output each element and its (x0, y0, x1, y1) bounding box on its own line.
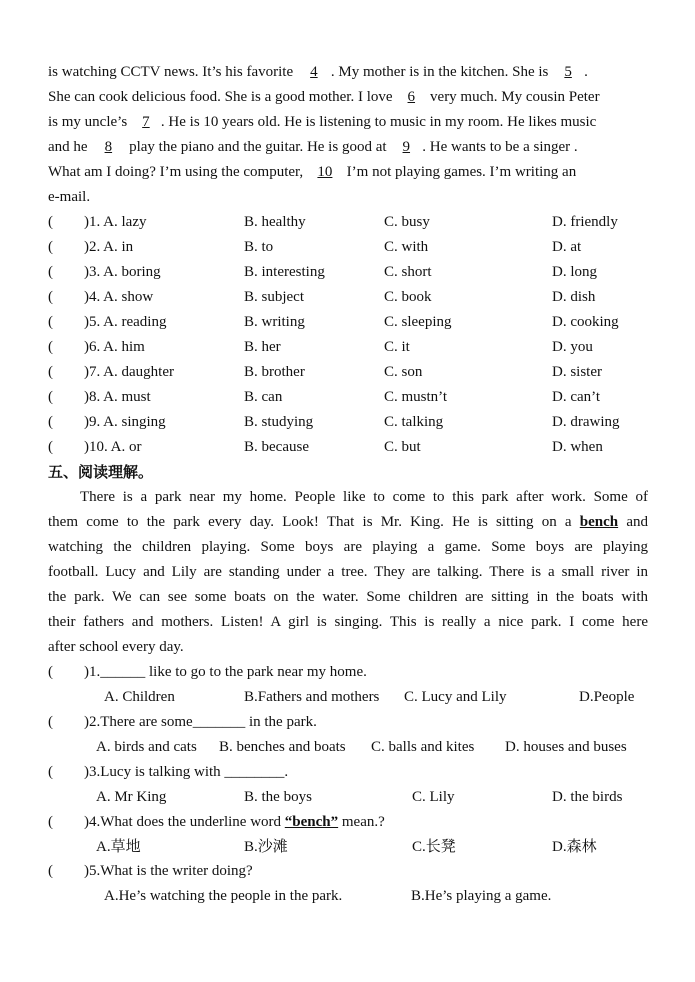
option-a: )6. A. him (84, 339, 145, 355)
option-c: C. son (384, 364, 423, 380)
cloze-question-row (48, 385, 648, 410)
option-d: D. houses and buses (505, 739, 627, 755)
option-c: C. with (384, 239, 429, 255)
reading-options-3 (48, 785, 648, 810)
option-d: D. the birds (552, 789, 623, 805)
option-a: )2. A. in (84, 239, 134, 255)
option-c: C. it (384, 339, 410, 355)
answer-paren: ( (48, 764, 53, 780)
option-a: )5. A. reading (84, 314, 167, 330)
option-b: B. subject (244, 289, 304, 305)
reading-options-5 (48, 884, 648, 909)
cloze-text: is watching CCTV news. It’s his favorite (48, 64, 297, 80)
cloze-text: very much. My cousin Peter (426, 89, 600, 105)
cloze-text: What am I doing? I’m using the computer, (48, 164, 307, 180)
reading-line-7: after school every day. (48, 639, 184, 655)
reading-question-3 (48, 760, 648, 785)
reading-line-6: their fathers and mothers. Listen! A girl is singing. This is really a nice park. I come here (48, 614, 648, 630)
cloze-question-row (48, 335, 648, 360)
cloze-text: . My mother is in the kitchen. She is (330, 64, 553, 80)
option-a: )9. A. singing (84, 414, 166, 430)
cloze-text: is my uncle’s (48, 114, 131, 130)
option-b: B.He’s playing a game. (411, 888, 552, 904)
option-a: A.He’s watching the people in the park. (104, 888, 343, 904)
cloze-blank-4: 4 (310, 64, 318, 80)
answer-paren: ( (48, 364, 53, 380)
answer-paren: ( (48, 239, 53, 255)
cloze-blank-8: 8 (104, 139, 113, 155)
option-d: D.森林 (552, 839, 597, 855)
question-text: )4.What does the underline word (84, 814, 285, 830)
option-d: D. can’t (552, 389, 601, 405)
answer-paren: ( (48, 664, 53, 680)
option-a: A. Children (104, 689, 175, 705)
answer-paren: ( (48, 439, 53, 455)
reading-line-3: watching the children playing. Some boys are playing a game. Some boys are playing (48, 539, 648, 555)
reading-question-1 (48, 660, 648, 685)
reading-question-4 (48, 810, 648, 835)
cloze-text: I’m not playing games. I’m writing an (342, 164, 577, 180)
option-b: B. writing (244, 314, 305, 330)
question-text: . (284, 764, 289, 780)
option-c: C. book (384, 289, 432, 305)
question-text: )5.What is the writer doing? (84, 863, 253, 879)
cloze-question-row (48, 310, 648, 335)
reading-line-2 (48, 510, 648, 535)
reading-question-5 (48, 859, 648, 884)
question-text: )2.There are some (84, 714, 193, 730)
option-c: C. busy (384, 214, 430, 230)
reading-line-1: There is a park near my home. People like to come to this park after work. Some of (80, 489, 648, 505)
answer-paren: ( (48, 414, 53, 430)
cloze-line-5 (48, 160, 648, 185)
cloze-text: and he (48, 139, 92, 155)
reading-options-2 (48, 735, 648, 760)
answer-blank: ________ (224, 764, 285, 780)
reading-text: them come to the park every day. Look! That is Mr. King. He is sitting on a (48, 514, 572, 530)
option-c: C. short (384, 264, 432, 280)
cloze-question-row (48, 260, 648, 285)
option-b: B. benches and boats (219, 739, 346, 755)
question-text: in the park. (245, 714, 317, 730)
option-d: D. friendly (552, 214, 618, 230)
answer-blank: _______ (192, 714, 246, 730)
answer-paren: ( (48, 339, 53, 355)
cloze-blank-6: 6 (407, 89, 416, 105)
reading-text: and (626, 514, 648, 530)
option-b: B. the boys (244, 789, 312, 805)
option-d: D. long (552, 264, 597, 280)
cloze-text: play the piano and the guitar. He is good at (125, 139, 391, 155)
reading-line-5: the park. We can see some boats on the water. Some children are sitting in the boats with (48, 589, 648, 605)
question-text: like to go to the park near my home. (145, 664, 367, 680)
option-b: B.Fathers and mothers (244, 689, 380, 705)
option-b: B. healthy (244, 214, 306, 230)
section-heading: 五、阅读理解。 (48, 463, 154, 481)
option-a: )1. A. lazy (84, 214, 147, 230)
option-a: A.草地 (96, 839, 141, 855)
option-c: C. Lily (412, 789, 455, 805)
option-d: D. at (552, 239, 582, 255)
reading-options-4 (48, 835, 648, 860)
cloze-question-row (48, 210, 648, 235)
option-a: A. birds and cats (96, 739, 197, 755)
option-b: B. to (244, 239, 274, 255)
answer-blank: ______ (100, 664, 146, 680)
option-a: )4. A. show (84, 289, 154, 305)
option-b: B. because (244, 439, 309, 455)
question-text: )3.Lucy is talking with (84, 764, 225, 780)
option-b: B. her (244, 339, 281, 355)
underlined-word-bench: “bench” (284, 814, 339, 830)
option-a: )3. A. boring (84, 264, 161, 280)
option-d: D. you (552, 339, 593, 355)
option-c: C. but (384, 439, 421, 455)
option-c: C. sleeping (384, 314, 452, 330)
reading-question-2 (48, 710, 648, 735)
option-c: C. balls and kites (371, 739, 475, 755)
option-d: D.People (579, 689, 635, 705)
answer-paren: ( (48, 714, 53, 730)
option-c: C.长凳 (412, 839, 456, 855)
option-b: B. can (244, 389, 283, 405)
option-a: )10. A. or (84, 439, 142, 455)
answer-paren: ( (48, 214, 53, 230)
option-d: D. when (552, 439, 603, 455)
cloze-line-1 (48, 60, 648, 85)
reading-options-1 (48, 685, 648, 710)
option-d: D. drawing (552, 414, 620, 430)
option-c: C. Lucy and Lily (404, 689, 507, 705)
option-b: B. interesting (244, 264, 325, 280)
option-a: )7. A. daughter (84, 364, 174, 380)
cloze-question-row (48, 360, 648, 385)
option-d: D. cooking (552, 314, 619, 330)
option-c: C. talking (384, 414, 444, 430)
cloze-text: . He is 10 years old. He is listening to music in my room. He likes music (160, 114, 597, 130)
cloze-line-6: e-mail. (48, 189, 91, 205)
option-d: D. sister (552, 364, 602, 380)
cloze-question-row (48, 435, 648, 460)
answer-paren: ( (48, 314, 53, 330)
cloze-text: . (584, 64, 588, 80)
answer-paren: ( (48, 863, 53, 879)
answer-paren: ( (48, 389, 53, 405)
option-b: B. brother (244, 364, 305, 380)
cloze-line-3 (48, 110, 648, 135)
option-a: A. Mr King (96, 789, 167, 805)
cloze-line-2 (48, 85, 648, 110)
option-b: B. studying (244, 414, 314, 430)
option-c: C. mustn’t (384, 389, 448, 405)
cloze-question-row (48, 285, 648, 310)
underlined-word-bench: bench (579, 514, 619, 530)
cloze-blank-9: 9 (402, 139, 411, 155)
question-text: )1. (84, 664, 101, 680)
option-a: )8. A. must (84, 389, 151, 405)
cloze-question-row (48, 410, 648, 435)
answer-paren: ( (48, 814, 53, 830)
cloze-blank-5: 5 (564, 64, 572, 80)
cloze-question-row (48, 235, 648, 260)
option-d: D. dish (552, 289, 596, 305)
question-text: mean.? (338, 814, 385, 830)
cloze-text: . He wants to be a singer . (422, 139, 578, 155)
reading-line-4: football. Lucy and Lily are standing under a tree. They are talking. There is a small river in (48, 564, 648, 580)
cloze-blank-10: 10 (317, 164, 333, 180)
cloze-text: She can cook delicious food. She is a good mother. I love (48, 89, 397, 105)
cloze-blank-7: 7 (142, 114, 150, 130)
cloze-line-4 (48, 135, 648, 160)
answer-paren: ( (48, 264, 53, 280)
option-b: B.沙滩 (244, 839, 288, 855)
answer-paren: ( (48, 289, 53, 305)
